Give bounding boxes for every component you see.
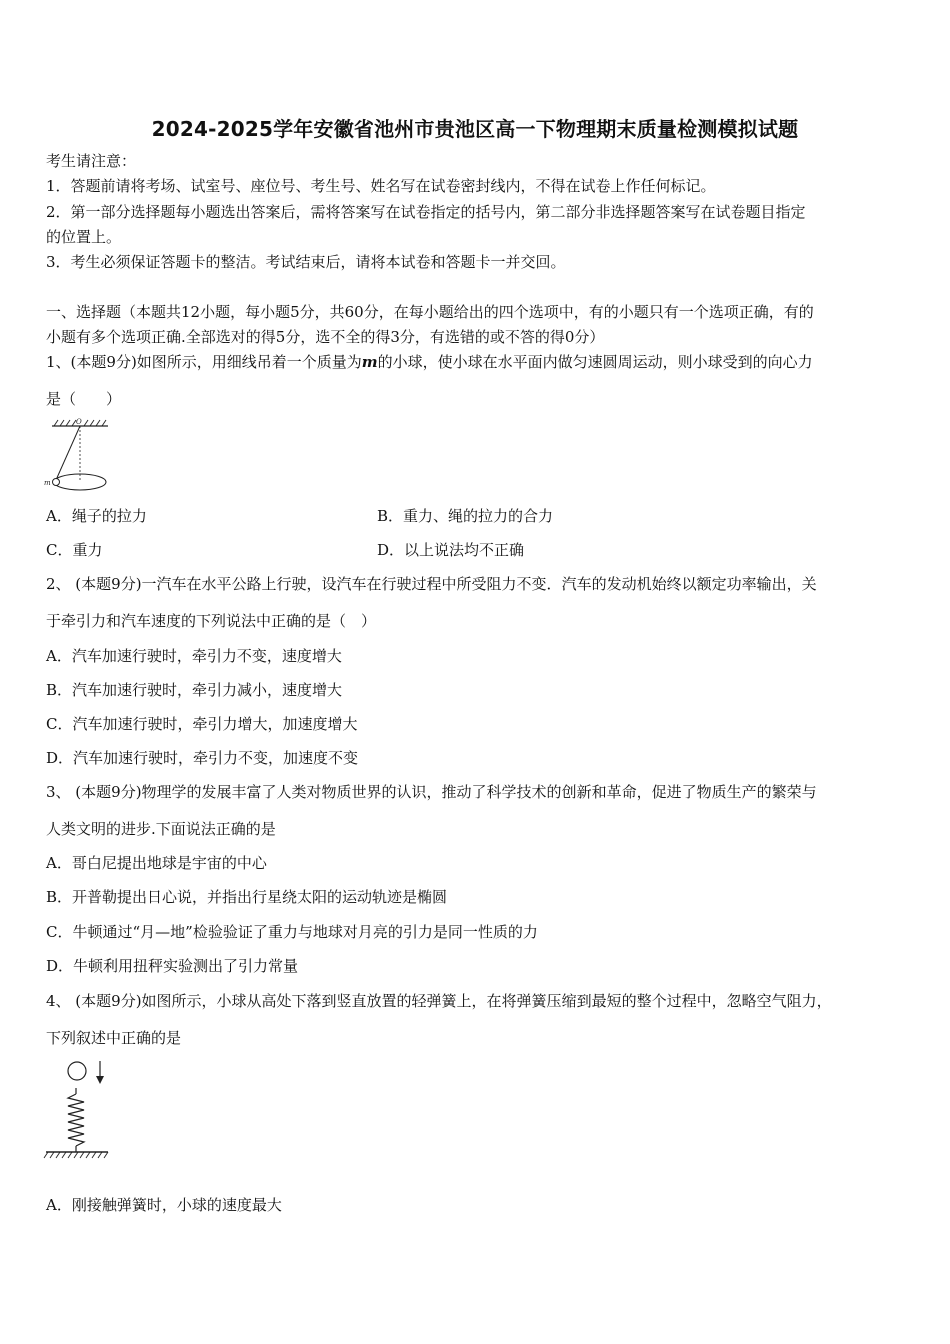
notice-heading: 考生请注意： xyxy=(46,152,137,170)
spring-ball-figure xyxy=(40,1056,112,1164)
question-3-option-c: C．牛顿通过“月—地”检验验证了重力与地球对月亮的引力是同一性质的力 xyxy=(46,923,538,941)
question-3-option-d: D．牛顿利用扭秤实验测出了引力常量 xyxy=(46,957,299,975)
question-3-option-b: B．开普勒提出日心说，并指出行星绕太阳的运动轨迹是椭圆 xyxy=(46,888,448,906)
section-heading-line-2: 小题有多个选项正确.全部选对的得5分，选不全的得3分，有选错的或不答的得0分） xyxy=(46,328,605,346)
question-1-stem-line-2: 是（ ） xyxy=(46,390,122,408)
question-1-suffix: 的小球，使小球在水平面内做匀速圆周运动，则小球受到的向心力 xyxy=(377,353,813,371)
section-heading-line-1: 一、选择题（本题共12小题，每小题5分，共60分，在每小题给出的四个选项中，有的小题只有一个选项正确，有的 xyxy=(46,303,814,321)
notice-item-2: 2．第一部分选择题每小题选出答案后，需将答案写在试卷指定的括号内，第二部分非选择题答案写在试卷题目指定 xyxy=(46,203,806,221)
notice-item-3: 3．考生必须保证答题卡的整洁。考试结束后，请将本试卷和答题卡一并交回。 xyxy=(46,253,566,271)
question-2-option-d: D．汽车加速行驶时，牵引力不变，加速度不变 xyxy=(46,749,359,767)
question-2-stem: 2、 (本题9分)一汽车在水平公路上行驶，设汽车在行驶过程中所受阻力不变．汽车的发动机始终以额定功率输出，关 xyxy=(46,575,817,593)
ball-shape xyxy=(68,1062,86,1080)
question-1-option-d: D．以上说法均不正确 xyxy=(377,541,525,559)
question-2-stem-line-2: 于牵引力和汽车速度的下列说法中正确的是（ ） xyxy=(46,612,377,630)
question-2-option-a: A．汽车加速行驶时，牵引力不变，速度增大 xyxy=(46,647,342,665)
question-1-option-a: A．绳子的拉力 xyxy=(46,507,147,525)
question-1-stem xyxy=(46,352,813,372)
question-2-option-c: C．汽车加速行驶时，牵引力增大，加速度增大 xyxy=(46,715,358,733)
conical-pendulum-figure xyxy=(40,416,114,496)
question-1-option-b: B．重力、绳的拉力的合力 xyxy=(377,507,554,525)
question-4-option-a: A．刚接触弹簧时，小球的速度最大 xyxy=(46,1196,282,1214)
notice-item-2-cont: 的位置上。 xyxy=(46,228,122,246)
question-3-stem: 3、 (本题9分)物理学的发展丰富了人类对物质世界的认识，推动了科学技术的创新和革命，促进了物质生产的繁荣与 xyxy=(46,783,817,801)
question-2-option-b: B．汽车加速行驶时，牵引力减小，速度增大 xyxy=(46,681,343,699)
question-3-option-a: A．哥白尼提出地球是宇宙的中心 xyxy=(46,854,267,872)
page-title: 2024-2025学年安徽省池州市贵池区高一下物理期末质量检测模拟试题 xyxy=(151,117,799,141)
notice-item-1: 1．答题前请将考场、试室号、座位号、考生号、姓名写在试卷密封线内，不得在试卷上作任何标记。 xyxy=(46,177,716,195)
question-1-var: m xyxy=(361,353,378,371)
question-3-stem-line-2: 人类文明的进步.下面说法正确的是 xyxy=(46,820,276,838)
question-1-option-c: C．重力 xyxy=(46,541,103,559)
question-4-stem-line-2: 下列叙述中正确的是 xyxy=(46,1029,182,1047)
question-1-prefix: 1、(本题9分)如图所示，用细线吊着一个质量为 xyxy=(46,353,362,371)
figure-label-o: O xyxy=(76,418,82,426)
down-arrow-icon xyxy=(96,1076,104,1084)
question-4-stem: 4、 (本题9分)如图所示，小球从高处下落到竖直放置的轻弹簧上，在将弹簧压缩到最短的整个过程中，忽略空气阻力， xyxy=(46,992,832,1010)
spring-shape xyxy=(68,1094,84,1146)
figure-label-m: m xyxy=(44,479,51,487)
